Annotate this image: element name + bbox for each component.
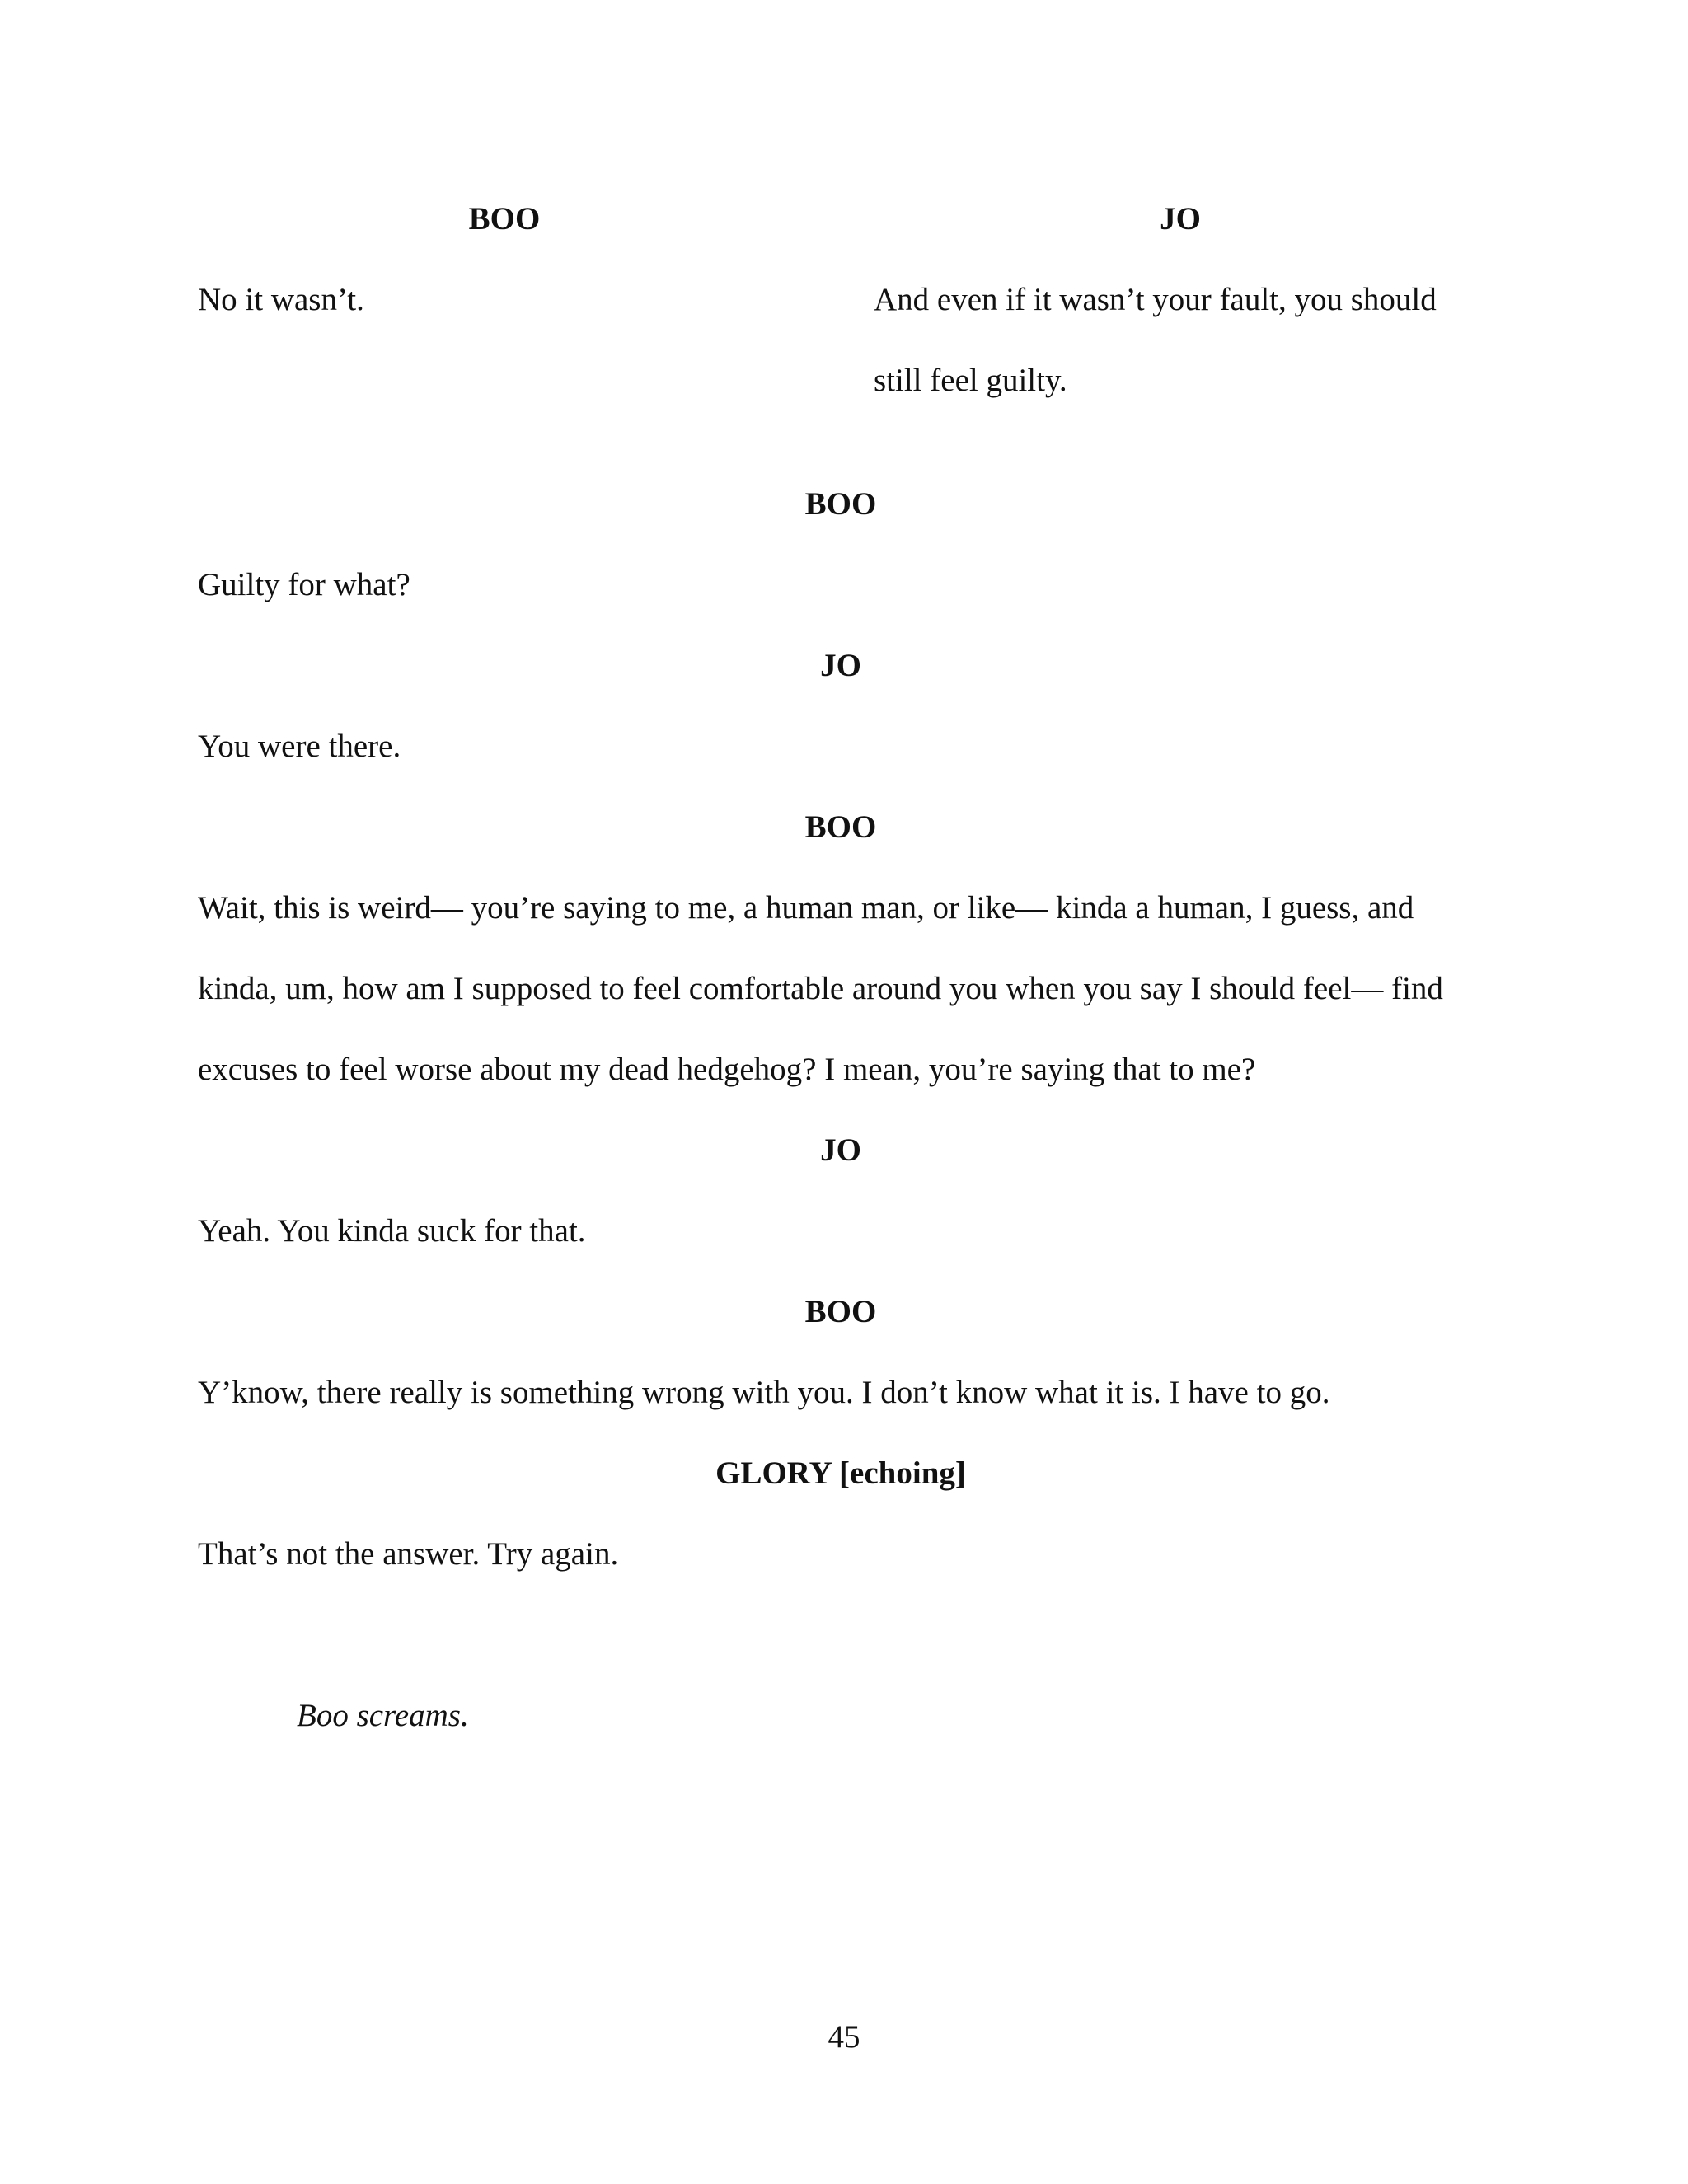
dialogue-line: kinda, um, how am I supposed to feel comfortable around you when you say I should feel— find [198,971,1443,1006]
dialogue-line: You were there. [198,729,401,764]
dialogue-line: And even if it wasn’t your fault, you should [874,282,1437,317]
speaker-jo-right: JO [1160,201,1201,237]
speaker-name: BOO [804,1294,877,1329]
dialogue-line: excuses to feel worse about my dead hedgehog? I mean, you’re saying that to me? [198,1052,1256,1087]
dialogue-line: still feel guilty. [874,363,1067,398]
speaker-name: GLORY [echoing] [715,1455,966,1491]
dialogue-line: That’s not the answer. Try again. [198,1536,619,1572]
page-number: 45 [828,2019,860,2055]
speaker-name: JO [820,648,861,683]
speaker-name: BOO [804,486,877,522]
dialogue-line: Guilty for what? [198,567,410,602]
speaker-boo-left: BOO [468,201,541,237]
speaker-name: BOO [804,809,877,845]
speaker-name: JO [820,1132,861,1168]
dialogue-line: Wait, this is weird— you’re saying to me, a human man, or like— kinda a human, I guess, and [198,890,1414,926]
dialogue-line: Yeah. You kinda suck for that. [198,1213,586,1249]
dialogue-line: No it wasn’t. [198,282,364,317]
dialogue-line: Y’know, there really is something wrong with you. I don’t know what it is. I have to go. [198,1375,1330,1410]
stage-direction: Boo screams. [297,1698,469,1733]
